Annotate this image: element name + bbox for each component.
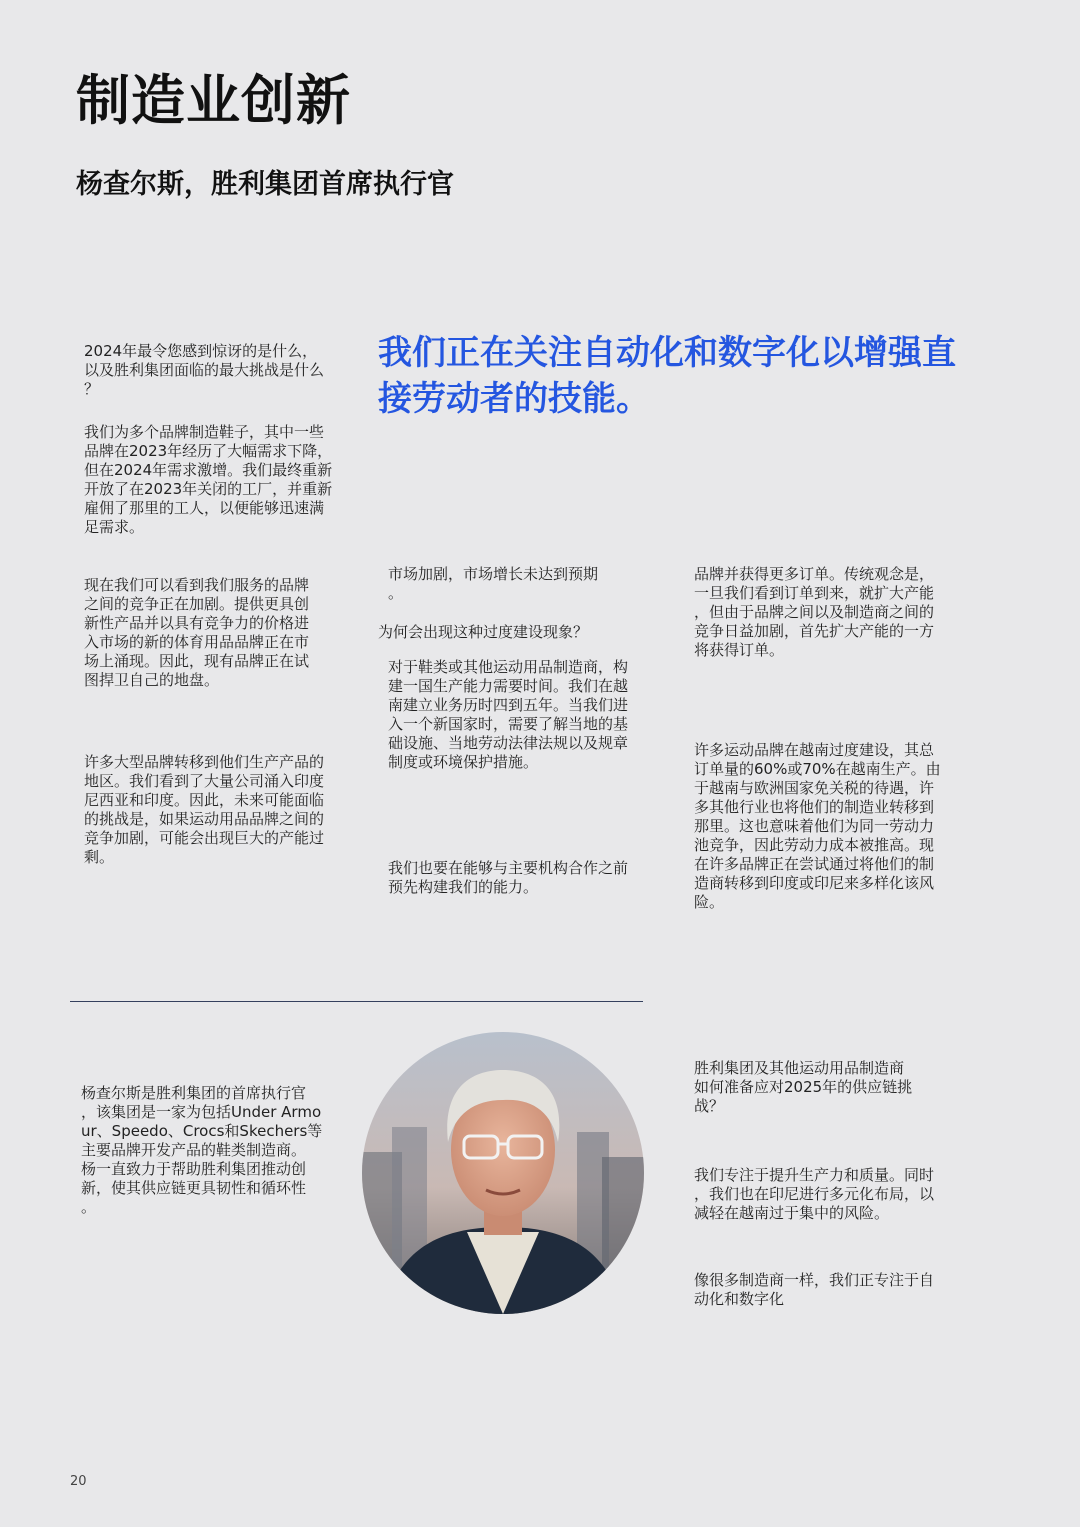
pull-quote: 我们正在关注自动化和数字化以增强直接劳动者的技能。	[378, 333, 956, 419]
col2-paragraph-2: 对于鞋类或其他运动用品制造商，构 建一国生产能力需要时间。我们在越 南建立业务历时四到五年。当我们进 入一个新国家时，需要了解当地的基 础设施、当地劳动法律法规以及规章 制度或环境保护措施。	[388, 658, 629, 771]
col1-paragraph-1: 我们为多个品牌制造鞋子，其中一些 品牌在2023年经历了大幅需求下降， 但在2024年需求激增。我们最终重新 开放了在2023年关闭的工厂，并重新 雇佣了那里的工人，以便能够迅速满 足需求。	[84, 423, 333, 536]
interview-question-2: 为何会出现这种过度建设现象？	[378, 623, 589, 641]
section-divider	[70, 1001, 643, 1002]
col1-paragraph-2: 现在我们可以看到我们服务的品牌 之间的竞争正在加剧。提供更具创 新性产品并以具有竞争力的价格进 入市场的新的体育用品品牌正在市 场上涌现。因此，现有品牌正在试 图捍卫自己的地盘。	[84, 576, 310, 689]
interview-question-3: 胜利集团及其他运动用品制造商 如何准备应对2025年的供应链挑 战？	[694, 1059, 913, 1115]
interview-question-1: 2024年最令您感到惊讶的是什么， 以及胜利集团面临的最大挑战是什么 ？	[84, 342, 325, 398]
page-subtitle: 杨查尔斯，胜利集团首席执行官	[76, 169, 454, 200]
page-number: 20	[70, 1474, 87, 1489]
col2-paragraph-3: 我们也要在能够与主要机构合作之前 预先构建我们的能力。	[388, 859, 629, 896]
ceo-portrait	[362, 1032, 644, 1314]
ceo-bio: 杨查尔斯是胜利集团的首席执行官 ，该集团是一家为包括Under Armo ur、Speedo、Crocs和Skechers等 主要品牌开发产品的鞋类制造商。 杨一直致力于帮助胜利集团推动创 新，使其供应链更具韧性和循环性 。	[81, 1084, 323, 1216]
col3-paragraph-1: 品牌并获得更多订单。传统观念是， 一旦我们看到订单到来，就扩大产能 ，但由于品牌之间以及制造商之间的 竞争日益加剧，首先扩大产能的一方 将获得订单。	[694, 565, 935, 659]
col3-paragraph-2: 许多运动品牌在越南过度建设，其总 订单量的60%或70%在越南生产。由 于越南与欧洲国家免关税的待遇，许 多其他行业也将他们的制造业转移到 那里。这也意味着他们为同一劳动力 池竞争，因此劳动力成本被推高。现 在许多品牌正在尝试通过将他们的制 造商转移到印度或印尼来多样化该风 险。	[694, 741, 941, 911]
col2-paragraph-1: 市场加剧，市场增长未达到预期 。	[388, 565, 599, 602]
col1-paragraph-3: 许多大型品牌转移到他们生产产品的 地区。我们看到了大量公司涌入印度 尼西亚和印度。因此，未来可能面临 的挑战是，如果运动用品品牌之间的 竞争加剧，可能会出现巨大的产能过 剩。	[84, 753, 325, 866]
col3-bottom-paragraph-2: 像很多制造商一样，我们正专注于自 动化和数字化	[694, 1271, 935, 1308]
page-title: 制造业创新	[76, 69, 351, 132]
col3-bottom-paragraph-1: 我们专注于提升生产力和质量。同时 ，我们也在印尼进行多元化布局，以 减轻在越南过于集中的风险。	[694, 1166, 935, 1222]
